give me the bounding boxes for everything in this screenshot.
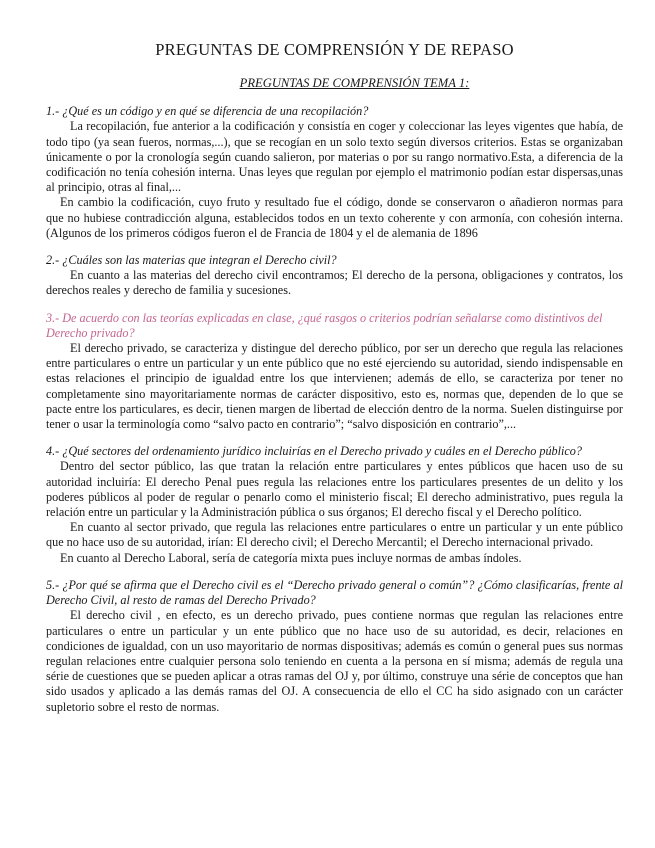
- question-3: 3.- De acuerdo con las teorías explicadas en clase, ¿qué rasgos o criterios podrían señalarse como distintivos del Derecho privado?: [46, 310, 603, 340]
- answer-4-paragraph-1: Dentro del sector público, las que tratan la relación entre particulares y entes públicos que hacen uso de su autoridad incluiría: El derecho Penal pues regula las relaciones entre los particulares presentes de un delito y los poderes públicos al poder de regular o penarlo como el ministerio fiscal; El derecho administrativo, pues regula la relación entre un particular y la Administración pública o sus órganos; El derecho fiscal y el Derecho político.: [46, 459, 623, 520]
- answer-4-paragraph-3: En cuanto al Derecho Laboral, sería de categoría mixta pues incluye normas de ambas índoles.: [60, 550, 522, 565]
- answer-3-paragraph-1: El derecho privado, se caracteriza y distingue del derecho público, por ser un derecho que regula las relaciones entre particulares o entre un particular y un ente público que no esté ejerciendo su autoridad, siendo indispensable en estas relaciones el principio de igualdad entre los que intervienen; además de ello, se caracteriza por tener no completamente sino mayoritariamente normas de carácter dispositivo, esto es, normas que, dependen de lo que se pacte entre los particulares, es decir, tienen margen de libertad de elección dentro de la norma. Suelen distinguirse por tener o usar la terminología como “salvo pacto en contrario”; “salvo disposición en contrario”,...: [46, 341, 623, 432]
- question-5: 5.- ¿Por qué se afirma que el Derecho civil es el “Derecho privado general o común”? ¿Cómo clasificarías, frente al Derecho Civil, al resto de ramas del Derecho Privado?: [46, 577, 623, 608]
- answer-1-paragraph-1: La recopilación, fue anterior a la codificación y consistía en coger y coleccionar las leyes vigentes que había, de todo tipo (ya sean fueros, normas,...), que se recogían en un solo texto según diversos criterios. Estas se organizaban únicamente o por la cronología según cuando salieron, por materias o por su rango normativo.Esta, a diferencia de la codificación no tenía cohesión interna. Unas leyes que regulan por ejemplo el matrimonio podían estar dispersas,unas al principio, otras al final,...: [46, 119, 623, 195]
- answer-4-paragraph-2: En cuanto al sector privado, que regula las relaciones entre particulares o entre un particular y un ente público que no hace uso de su autoridad, irían: El derecho civil; el Derecho Mercantil; el Derecho internacional privado.: [46, 520, 623, 550]
- answer-2-paragraph-1: En cuanto a las materias del derecho civil encontramos; El derecho de la persona, obligaciones y contratos, los derechos reales y derecho de familia y sucesiones.: [46, 268, 623, 298]
- question-2: 2.- ¿Cuáles son las materias que integran el Derecho civil?: [46, 253, 337, 268]
- answer-1-paragraph-2: En cambio la codificación, cuyo fruto y resultado fue el código, donde se conservaron o añadieron normas para que no hubiese contradicción alguna, establecidos todos en un texto coherente y con armonía, con cohesión interna. (Algunos de los primeros códigos fueron el de Francia de 1804 y el de alemania de 1896: [46, 195, 623, 240]
- question-4: 4.- ¿Qué sectores del ordenamiento jurídico incluirías en el Derecho privado y cuáles en el Derecho público?: [46, 444, 582, 459]
- page-subtitle: PREGUNTAS DE COMPRENSIÓN TEMA 1:: [239, 76, 470, 90]
- question-1: 1.- ¿Qué es un código y en qué se diferencia de una recopilación?: [46, 104, 369, 119]
- answer-5-paragraph-1: El derecho civil , en efecto, es un derecho privado, pues contiene normas que regulan las relaciones entre particulares o entre un particular y un ente público que no hace uso de su autoridad, es decir, relaciones en condiciones de igualdad, con un uso mayoritario de normas dispositivas; además es común o general pues sus normas regulan relaciones entre cualquier persona solo teniendo en cuenta a la persona en sí misma; además de regula una série de cuestiones que se pueden aplicar a otras ramas del OJ y, por último, construye una série de conceptos que han sido usados y aplicado a las demás ramas del OJ. A consecuencia de ello el CC ha sido asignado con un carácter supletorio sobre el resto de normas.: [46, 608, 623, 714]
- page-title: PREGUNTAS DE COMPRENSIÓN Y DE REPASO: [155, 40, 514, 59]
